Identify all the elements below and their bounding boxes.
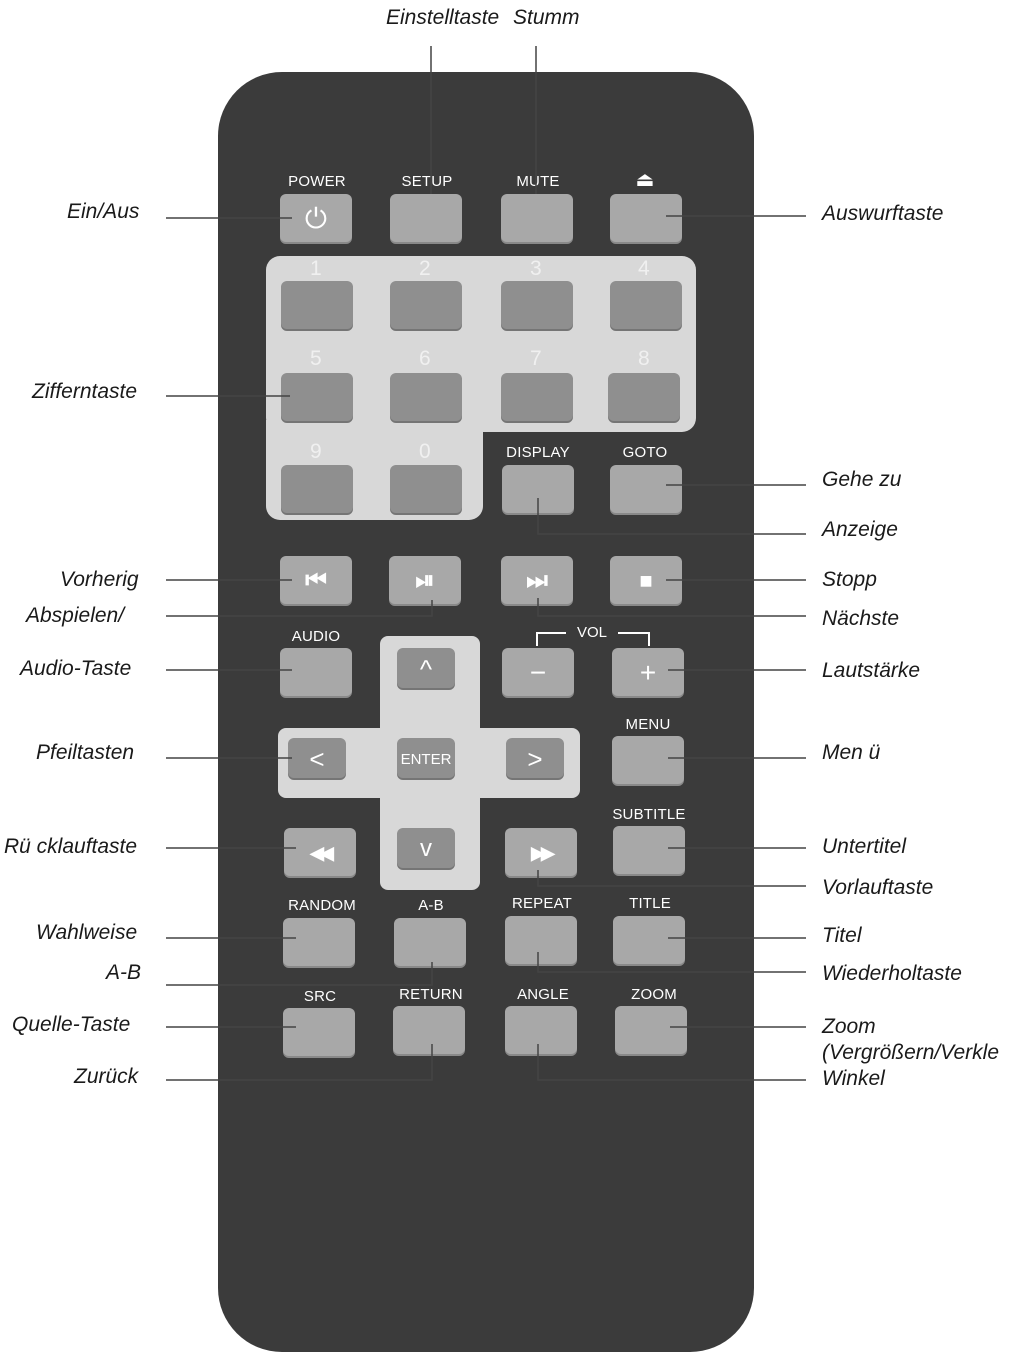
repeat-label: REPEAT (511, 895, 573, 912)
stop-icon: ■ (639, 568, 653, 593)
callout-src: Quelle-Taste (12, 1013, 131, 1036)
subtitle-label: SUBTITLE (612, 806, 686, 823)
leader-repeat (538, 952, 806, 972)
callout-menu: Men ü (822, 741, 881, 764)
callout-ab: A-B (106, 961, 142, 984)
callout-title: Titel (822, 924, 862, 947)
enter-label: ENTER (400, 750, 452, 768)
callout-random: Wahlweise (36, 921, 138, 944)
mute-label: MUTE (516, 173, 560, 190)
chevron-up-icon: ^ (419, 653, 433, 684)
callout-arrows: Pfeiltasten (36, 741, 135, 764)
callout-volume: Lautstärke (822, 659, 921, 682)
chevron-right-icon: > (527, 743, 543, 774)
power-icon: ⏻ (304, 202, 328, 234)
zoom-label: ZOOM (631, 986, 677, 1003)
digit-5-label: 5 (310, 347, 322, 370)
callout-ff: Vorlauftaste (822, 876, 934, 899)
rewind-icon: ◀◀ (310, 842, 330, 863)
setup-label: SETUP (401, 173, 453, 190)
leader-return (166, 1044, 432, 1080)
previous-icon: ⏮ (305, 567, 327, 594)
leader-ab (166, 962, 432, 985)
leader-angle (538, 1044, 806, 1080)
title-label: TITLE (629, 895, 671, 912)
goto-label: GOTO (622, 444, 668, 461)
chevron-down-icon: v (420, 835, 432, 862)
audio-label: AUDIO (291, 628, 341, 645)
leader-play (166, 600, 432, 616)
callout-rew: Rü cklauftaste (4, 835, 138, 858)
chevron-left-icon: < (309, 743, 325, 774)
callout-power: Ein/Aus (67, 200, 140, 223)
digit-7-label: 7 (530, 347, 542, 370)
return-label: RETURN (399, 986, 463, 1003)
leader-next (538, 598, 806, 616)
leader-display (538, 498, 806, 534)
leader-ff (538, 870, 806, 886)
callout-angle: Winkel (822, 1067, 885, 1090)
ab-label: A-B (418, 897, 444, 914)
display-label: DISPLAY (506, 444, 570, 461)
angle-label: ANGLE (517, 986, 569, 1003)
eject-icon: ⏏ (635, 169, 655, 191)
next-icon: ⏭ (526, 567, 548, 594)
vol-label: VOL (566, 624, 618, 641)
digit-3-label: 3 (530, 257, 542, 280)
plus-icon: + (639, 657, 657, 688)
callout-zoom-sub: (Vergrößern/Verkle (822, 1041, 1000, 1064)
fast-forward-icon: ▶▶ (531, 842, 551, 863)
callout-subtitle: Untertitel (822, 835, 907, 858)
callout-digits: Zifferntaste (32, 380, 138, 403)
digit-4-label: 4 (638, 257, 650, 280)
digit-1-label: 1 (310, 257, 322, 280)
digit-0-label: 0 (419, 440, 431, 463)
digit-6-label: 6 (419, 347, 431, 370)
callout-next: Nächste (822, 607, 900, 630)
play-pause-icon: ⏯ (415, 567, 435, 594)
menu-label: MENU (625, 716, 671, 733)
minus-icon: − (529, 657, 547, 688)
callout-prev: Vorherig (60, 568, 139, 591)
callout-repeat: Wiederholtaste (822, 962, 962, 985)
callout-eject: Auswurftaste (822, 202, 944, 225)
callout-return: Zurück (74, 1065, 139, 1088)
callout-zoom: Zoom (822, 1015, 876, 1038)
digit-2-label: 2 (419, 257, 431, 280)
callout-goto: Gehe zu (822, 468, 902, 491)
callout-mute: Stumm (513, 6, 580, 29)
src-label: SRC (303, 988, 337, 1005)
callout-stop: Stopp (822, 568, 877, 591)
digit-9-label: 9 (310, 440, 322, 463)
callout-setup: Einstelltaste (386, 6, 500, 29)
digit-8-label: 8 (638, 347, 650, 370)
callout-play: Abspielen/ (26, 604, 125, 627)
random-label: RANDOM (288, 897, 356, 914)
callout-display: Anzeige (822, 518, 898, 541)
callout-audio: Audio-Taste (20, 657, 132, 680)
power-label: POWER (288, 173, 346, 190)
